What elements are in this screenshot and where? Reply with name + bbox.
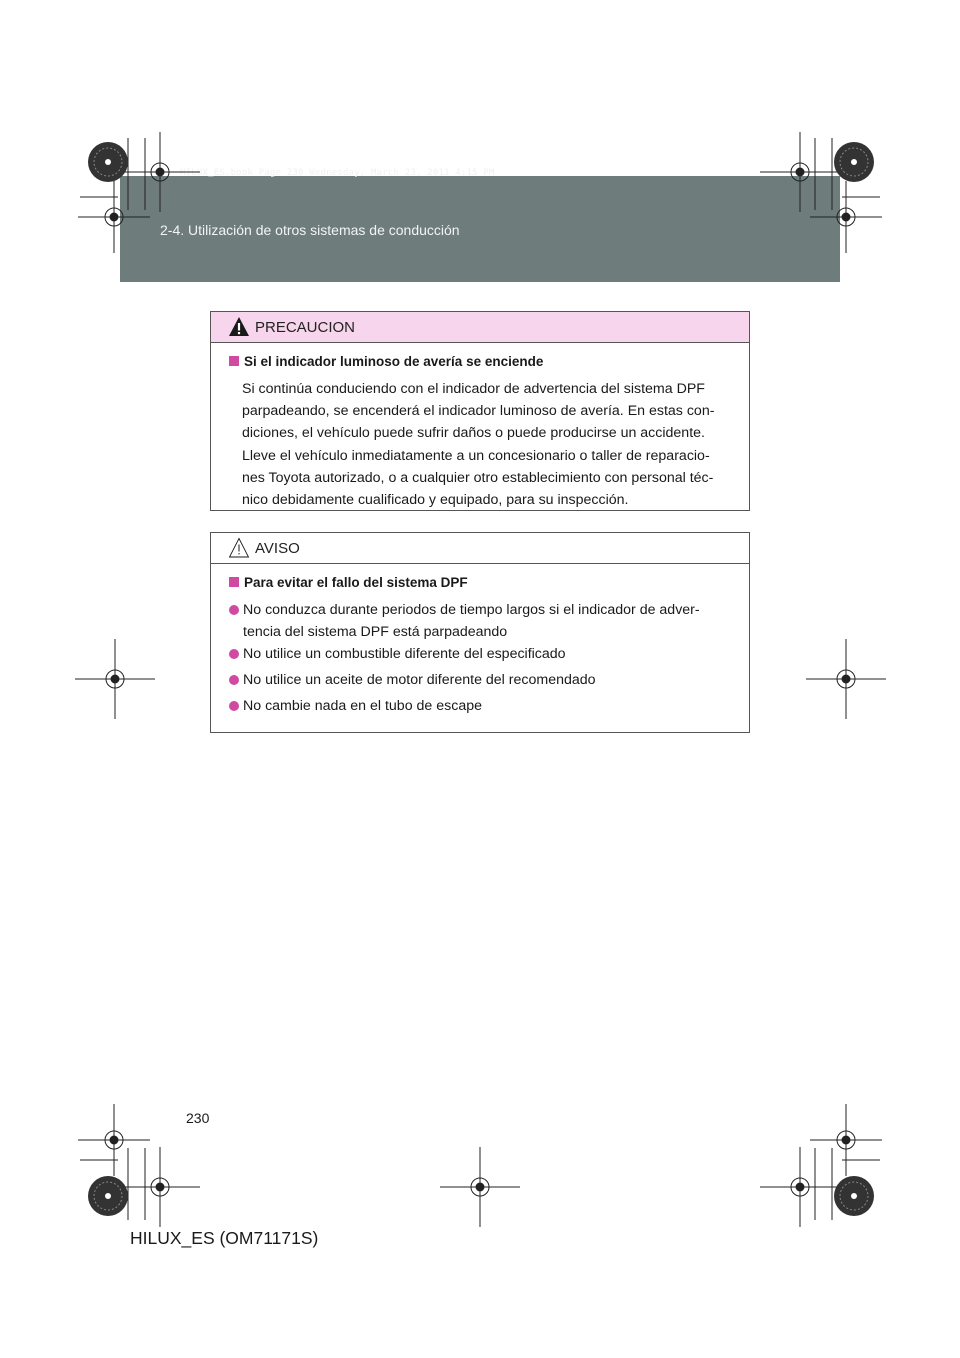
precaution-heading-text: Si el indicador luminoso de avería se enciende	[244, 354, 544, 369]
page-number: 230	[186, 1110, 210, 1126]
paragraph-line: nico debidamente cualificado y equipado, para su inspección.	[242, 492, 629, 509]
sunburst-marks	[88, 142, 874, 1216]
section-title: 2-4. Utilización de otros sistemas de conducción	[160, 222, 460, 238]
paragraph-line: nes Toyota autorizado, o a cualquier otro establecimiento con personal téc-	[242, 469, 714, 486]
aviso-heading-text: Para evitar el fallo del sistema DPF	[244, 575, 468, 590]
precaution-title: PRECAUCION	[255, 319, 356, 336]
paragraph-line: parpadeando, se encenderá el indicador luminoso de avería. En estas con-	[242, 403, 715, 420]
bullet-line: No conduzca durante periodos de tiempo largos si el indicador de adver-	[243, 602, 700, 618]
print-stamp: HILUX_ES.book Page 230 Wednesday, March 23, 2011 4:15 PM	[180, 168, 495, 178]
paragraph-line: Si continúa conduciendo con el indicador de advertencia del sistema DPF	[242, 381, 705, 397]
paragraph-line: Lleve el vehículo inmediatamente a un concesionario o taller de reparacio-	[242, 447, 710, 464]
paragraph-line: diciones, el vehículo puede sufrir daños o puede producirse un accidente.	[242, 425, 705, 442]
model-code: HILUX_ES (OM71171S)	[130, 1228, 319, 1248]
bullet-line: tencia del sistema DPF está parpadeando	[243, 624, 508, 641]
bullet-line: No cambie nada en el tubo de escape	[243, 698, 482, 714]
bullet-line: No utilice un aceite de motor diferente del recomendado	[243, 672, 596, 688]
bullet-line: No utilice un combustible diferente del especificado	[243, 646, 566, 662]
registration-targets	[75, 132, 886, 1227]
aviso-title: AVISO	[255, 540, 300, 557]
